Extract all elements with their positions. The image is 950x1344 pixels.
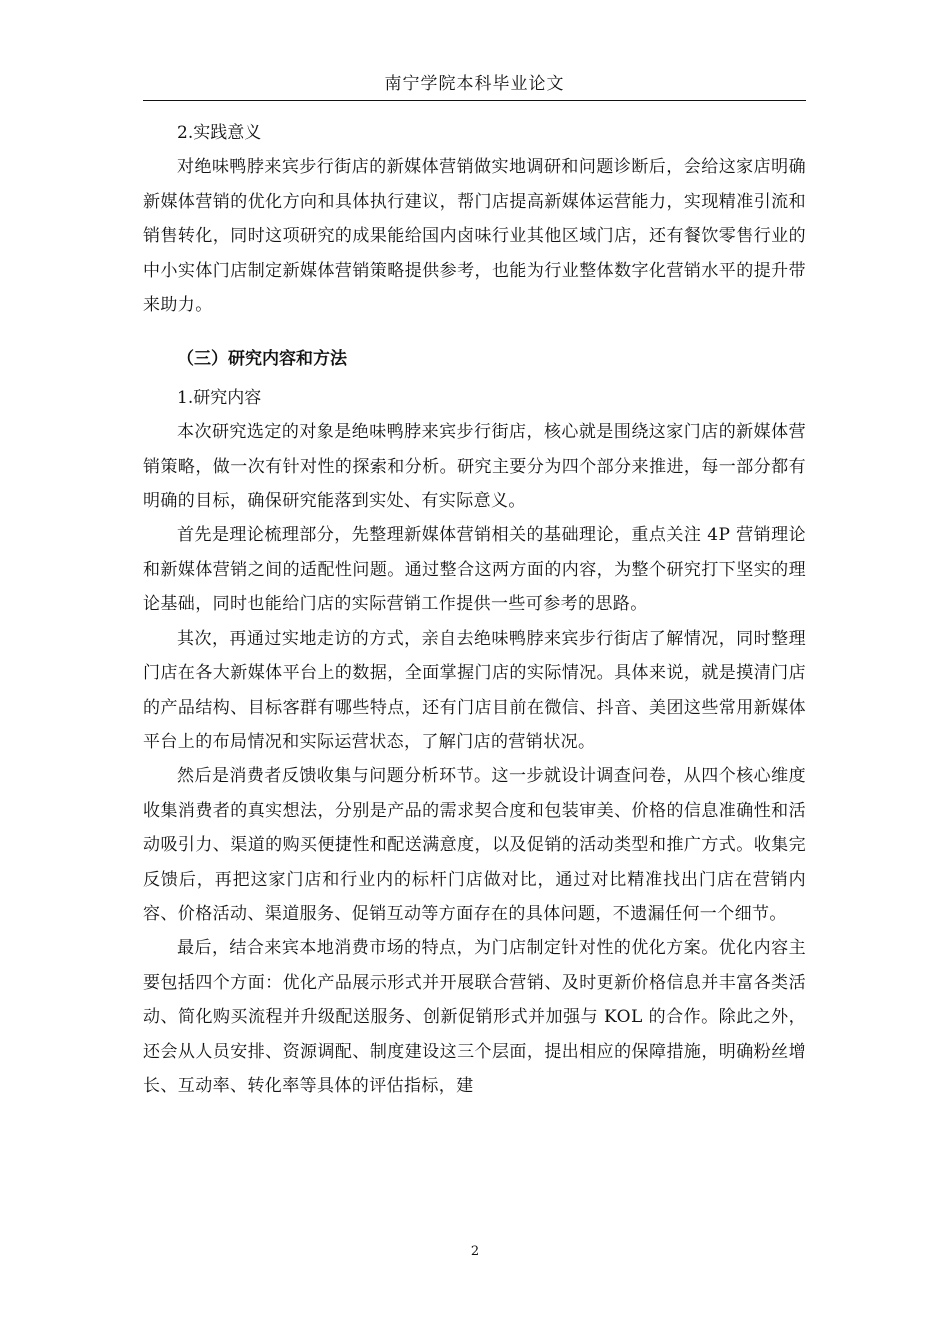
header-rule: [143, 100, 806, 101]
practical-significance-paragraph: 对绝味鸭脖来宾步行街店的新媒体营销做实地调研和问题诊断后，会给这家店明确新媒体营销的优化方向和具体执行建议，帮门店提高新媒体运营能力，实现精准引流和销售转化，同时这项研究的成果能给国内卤味行业其他区域门店，还有餐饮零售行业的中小实体门店制定新媒体营销策略提供参考，也能为行业整体数字化营销水平的提升带来助力。: [143, 157, 806, 316]
section-heading: （三）研究内容和方法: [177, 349, 347, 370]
page-number: 2: [470, 1244, 480, 1259]
practical-significance-heading: 2.实践意义: [177, 123, 262, 143]
page-body: [143, 116, 806, 1103]
research-content-heading: 1.研究内容: [177, 387, 262, 408]
body-paragraph: 最后，结合来宾本地消费市场的特点，为门店制定针对性的优化方案。优化内容主要包括四个方面：优化产品展示形式并开展联合营销、及时更新价格信息并丰富各类活动、简化购买流程并升级配送服务、创新促销形式并加强与 KOL 的合作。除此之外，还会从人员安排、资源调配、制度建设这三个层面，提出相应的保障措施，明确粉丝增长、互动率、转化率等具体的评估指标，建: [143, 938, 806, 1096]
body-paragraph: 本次研究选定的对象是绝味鸭脖来宾步行街店，核心就是围绕这家门店的新媒体营销策略，做一次有针对性的探索和分析。研究主要分为四个部分来推进，每一部分都有明确的目标，确保研究能落到实处、有实际意义。: [143, 422, 806, 512]
body-paragraph: 然后是消费者反馈收集与问题分析环节。这一步就设计调查问卷，从四个核心维度收集消费者的真实想法，分别是产品的需求契合度和包装审美、价格的信息准确性和活动吸引力、渠道的购买便捷性和配送满意度，以及促销的活动类型和推广方式。收集完反馈后，再把这家门店和行业内的标杆门店做对比，通过对比精准找出门店在营销内容、价格活动、渠道服务、促销互动等方面存在的具体问题，不遗漏任何一个细节。: [143, 766, 806, 924]
body-paragraph: 首先是理论梳理部分，先整理新媒体营销相关的基础理论，重点关注 4P 营销理论和新媒体营销之间的适配性问题。通过整合这两方面的内容，为整个研究打下坚实的理论基础，同时也能给门店的实际营销工作提供一些可参考的思路。: [143, 525, 806, 615]
running-header: 南宁学院本科毕业论文: [384, 74, 565, 94]
body-paragraph: 其次，再通过实地走访的方式，亲自去绝味鸭脖来宾步行街店了解情况，同时整理门店在各大新媒体平台上的数据，全面掌握门店的实际情况。具体来说，就是摸清门店的产品结构、目标客群有哪些特点，还有门店目前在微信、抖音、美团这些常用新媒体平台上的布局情况和实际运营状态，了解门店的营销状况。: [143, 628, 806, 752]
